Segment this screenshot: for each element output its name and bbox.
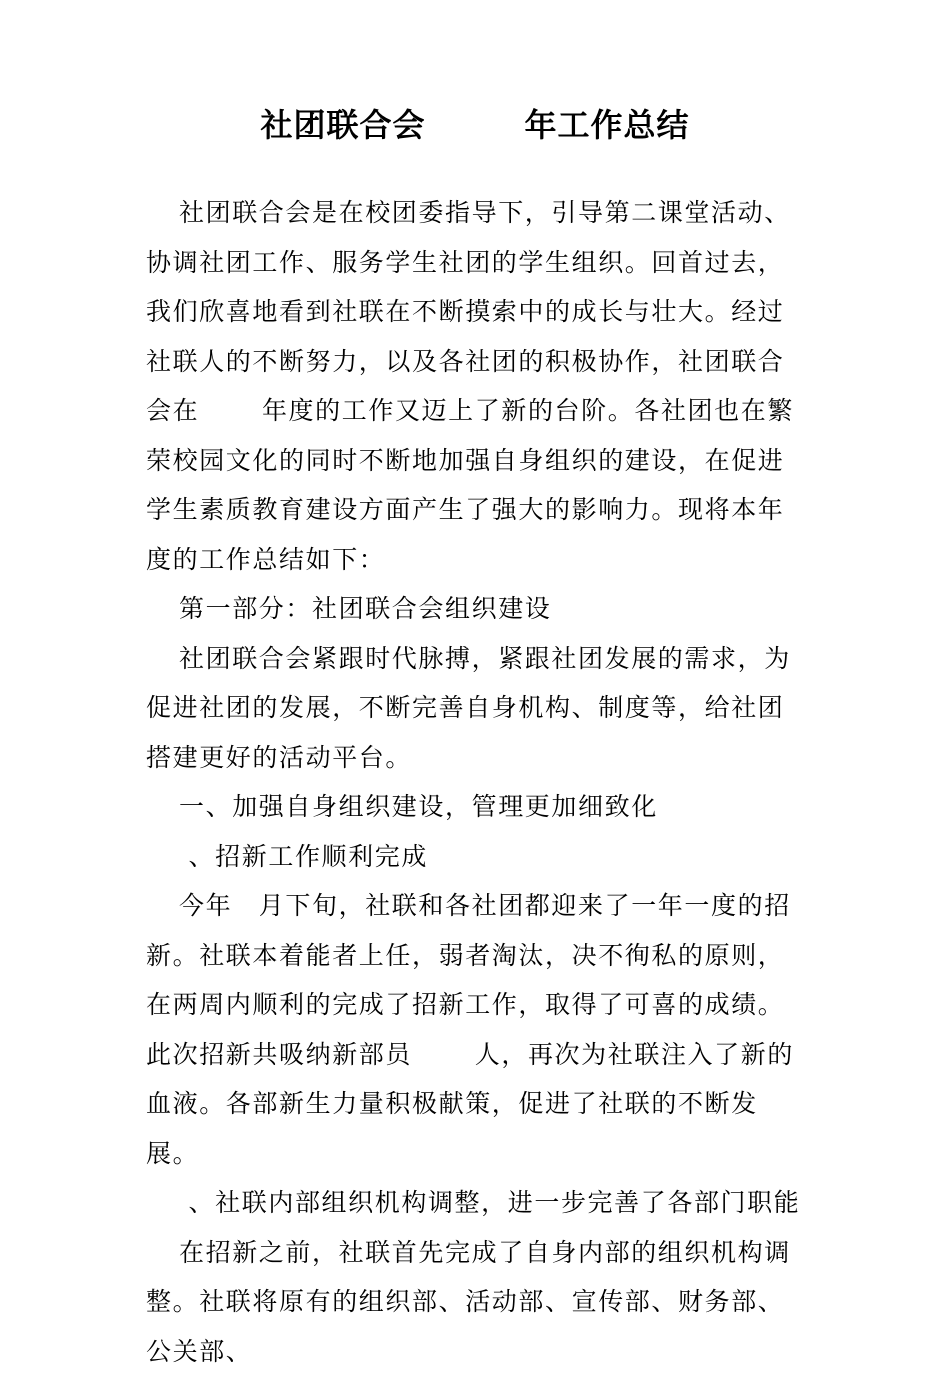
paragraph-restructuring: 在招新之前，社联首先完成了自身内部的组织机构调整。社联将原有的组织部、活动部、宣传部、财务部、公关部、 <box>146 1228 806 1376</box>
paragraph-recruitment: 今年 月下旬，社联和各社团都迎来了一年一度的招新。社联本着能者上任，弱者淘汰，决不徇私的原则，在两周内顺利的完成了招新工作，取得了可喜的成绩。此次招新共吸纳新部员 人，再次为社联注入了新的血液。各部新生力量积极献策，促进了社联的不断发展。 <box>146 881 806 1178</box>
paragraph-part-one-summary: 社团联合会紧跟时代脉搏，紧跟社团发展的需求，为促进社团的发展，不断完善自身机构、制度等，给社团搭建更好的活动平台。 <box>146 634 806 783</box>
subheading-recruitment: 、招新工作顺利完成 <box>146 832 806 882</box>
section-heading-part-one: 第一部分：社团联合会组织建设 <box>146 584 806 634</box>
paragraph-intro: 社团联合会是在校团委指导下，引导第二课堂活动、协调社团工作、服务学生社团的学生组织。回首过去，我们欣喜地看到社联在不断摸索中的成长与壮大。经过社联人的不断努力，以及各社团的积极协作，社团联合会在 年度的工作又迈上了新的台阶。各社团也在繁荣校园文化的同时不断地加强自身组织的建设，在促进学生素质教育建设方面产生了强大的影响力。现将本年度的工作总结如下： <box>146 188 806 584</box>
document-title: 社团联合会 年工作总结 <box>0 100 950 146</box>
subheading-restructuring: 、社联内部组织机构调整，进一步完善了各部门职能 <box>146 1178 806 1228</box>
subheading-organization-building: 一、加强自身组织建设，管理更加细致化 <box>146 782 806 832</box>
document-body <box>146 188 806 1376</box>
